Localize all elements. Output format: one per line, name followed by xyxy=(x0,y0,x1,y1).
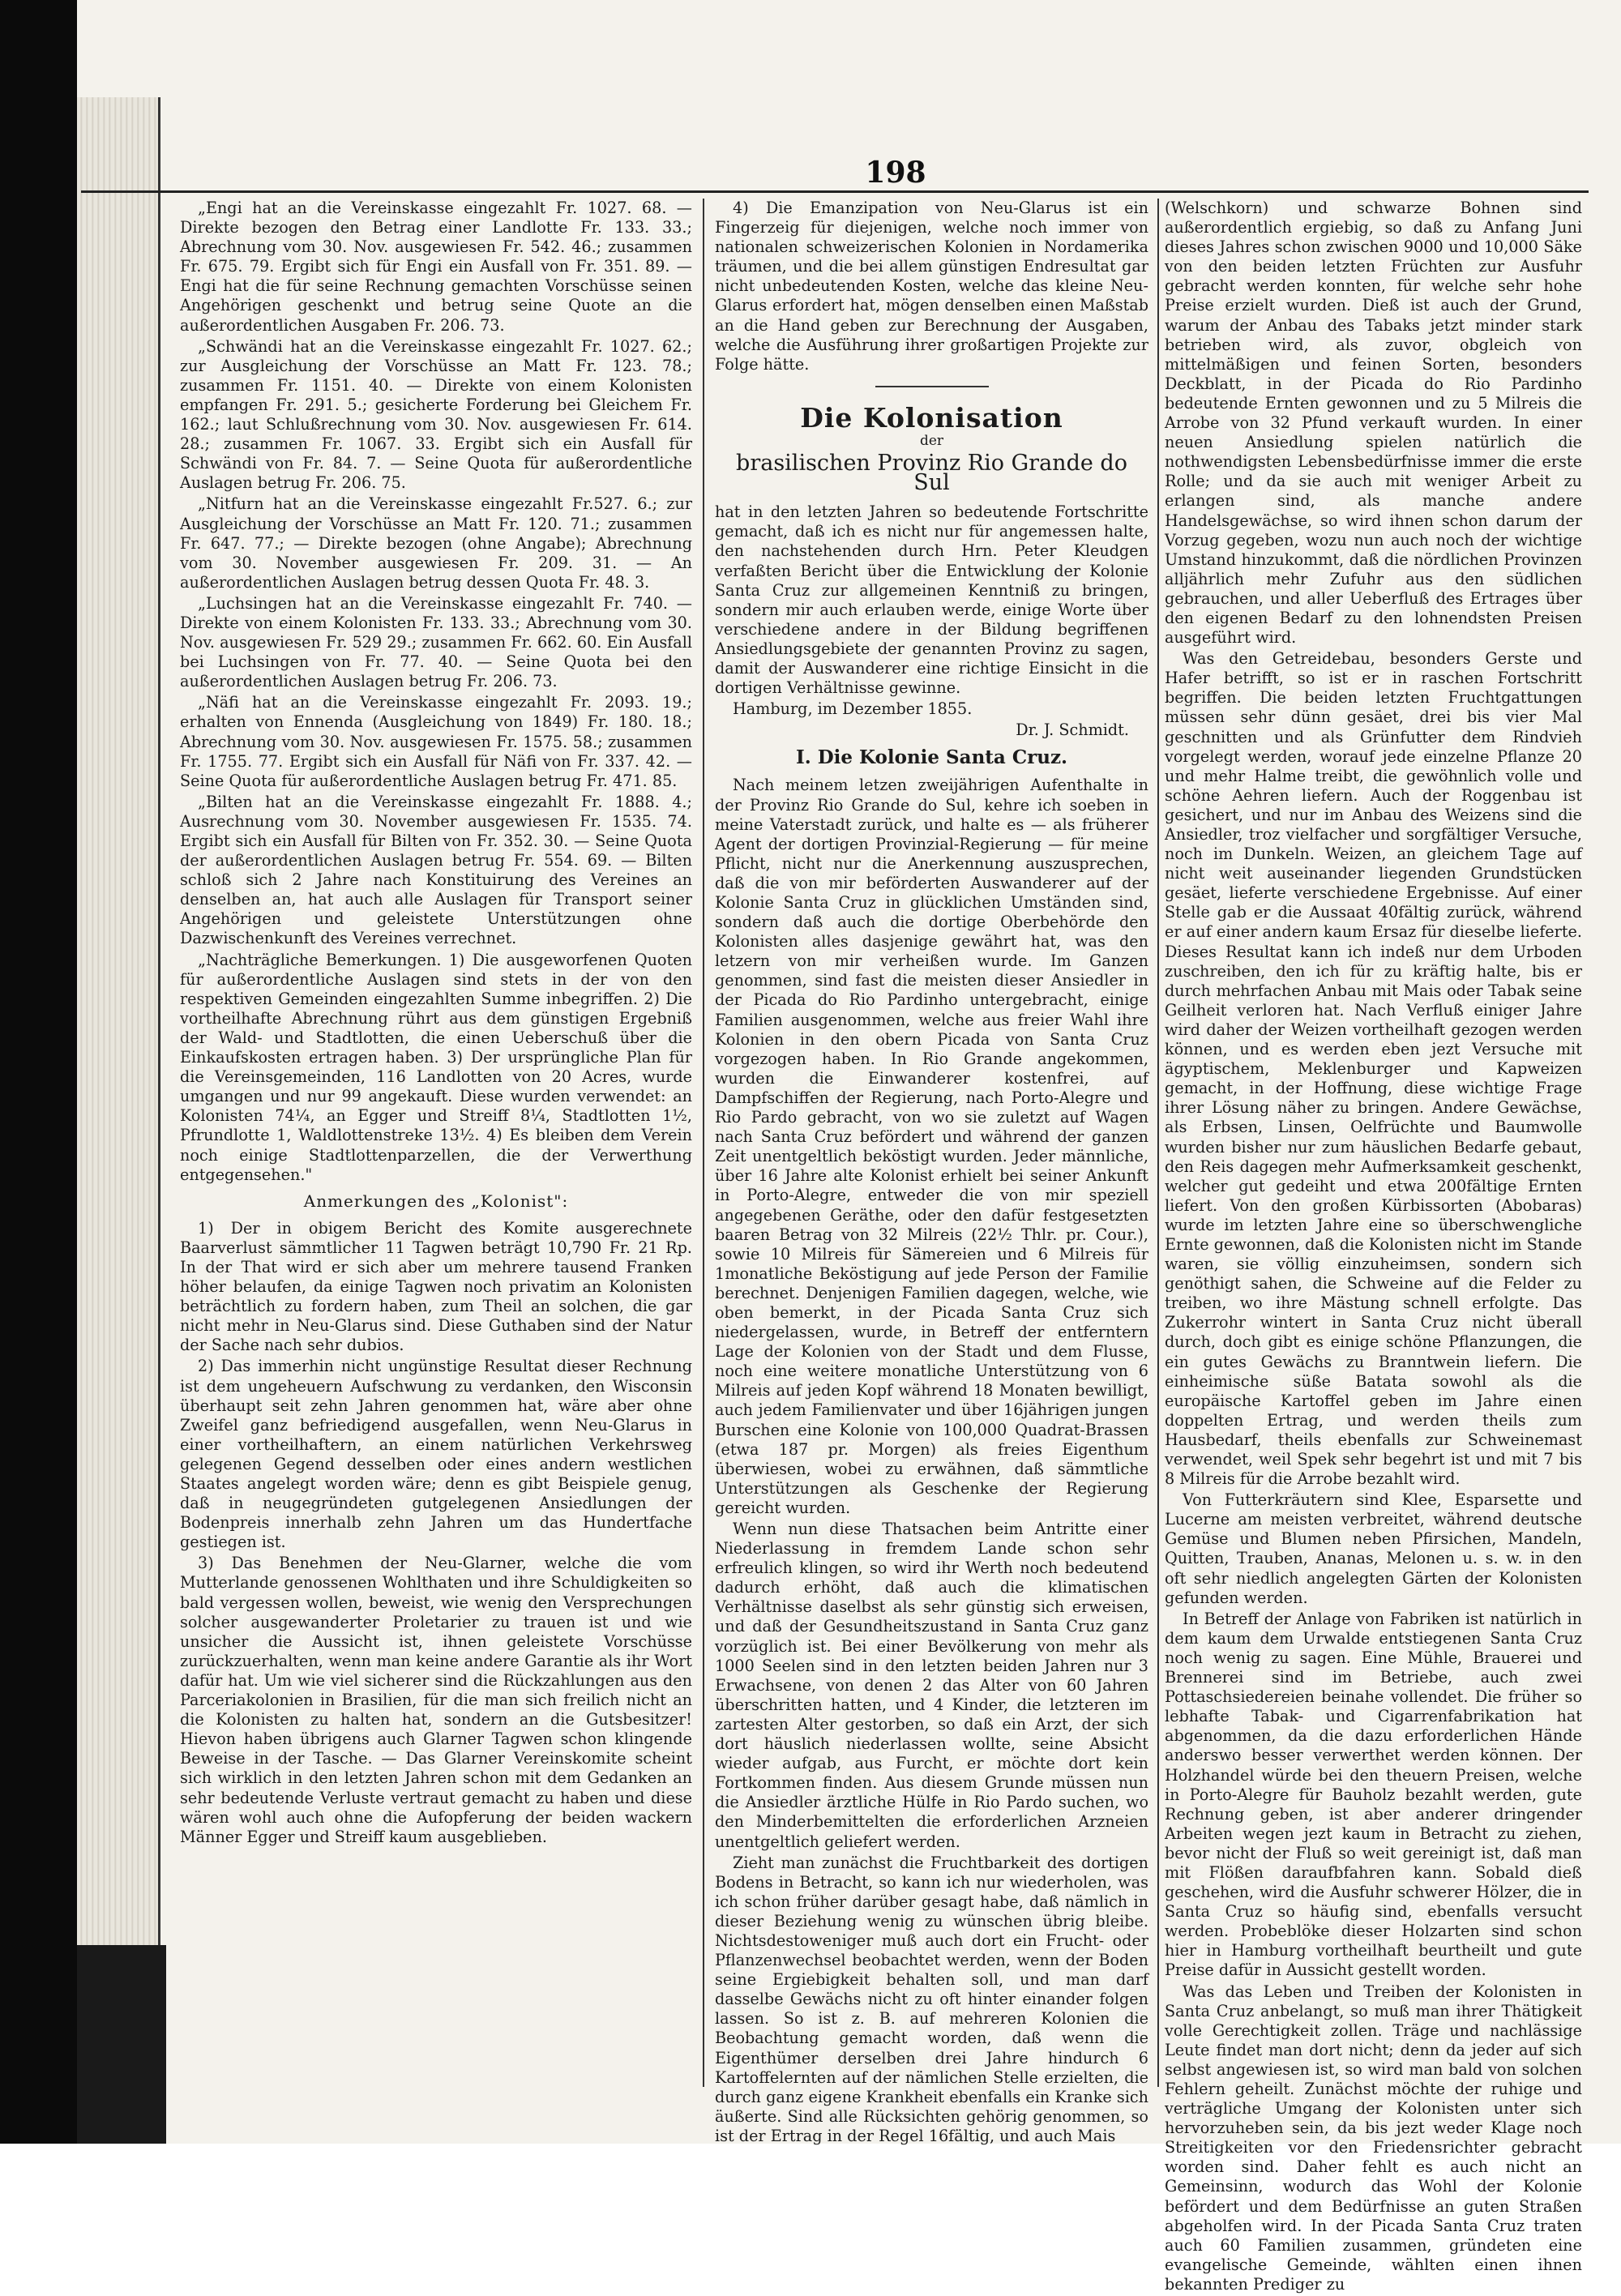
column-3 xyxy=(1165,199,1582,2296)
paragraph-leben: Was das Leben und Treiben der Kolonisten in Santa Cruz anbelangt, so muß man ihrer Thätigkeit volle Gerechtigkeit zollen. Träge und nachlässige Leute findet man dort nicht; denn da jeder auf sich selbst angewiesen ist, so wird man bald von solchen Fehlern geheilt. Zunächst möchte der ruhige und verträgliche Umgang der Kolonisten unter sich hervorzuheben sein, da bis jezt weder Klage noch Streitigkeiten vor den Friedensrichter gebracht worden sind. Daher fehlt es auch nicht an Gemeinsinn, wodurch das Wohl der Kolonie befördert und dem Bedürfnisse an guten Straßen abgeholfen wird. In der Picada Santa Cruz traten auch 60 Familien zusammen, gründeten eine evangelische Gemeinde, wählten einen ihnen bekannten Prediger zu xyxy=(1165,1982,1582,2294)
note-2: 2) Das immerhin nicht ungünstige Resultat dieser Rechnung ist dem ungeheuern Aufschwung zu verdanken, den Wisconsin überhaupt seit zehn Jahren genommen hat, wäre aber ohne Zweifel ganz befriedigend ausgefallen, wenn Neu-Glarus in einer vortheilhaftern, an einem natürlichen Verkehrsweg gelegenen Gegend desselben oder eines andern westlichen Staates angelegt worden wäre; denn es gibt Beispiele genug, daß in neugegründeten gutgelegenen Ansiedlungen der Bodenpreis innerhalb zehn Jahren um das Hundertfache gestiegen ist. xyxy=(180,1357,692,1552)
paragraph-santa-cruz-3: Zieht man zunächst die Fruchtbarkeit des dortigen Bodens in Betracht, so kann ich nur wiederholen, was ich schon früher darüber gesagt habe, daß nämlich in dieser Beziehung wenig zu wünschen übrig bleibe. Nichtsdestoweniger muß auch dort ein Frucht- oder Pflanzenwechsel beobachtet werden, wenn der Boden seine Ergiebigkeit behalten soll, und man darf dasselbe Gewächs nicht zu oft hinter einander folgen lassen. So ist z. B. auf mehreren Kolonien die Beobachtung gemacht worden, daß wenn die Eigenthümer derselben drei Jahre hindurch 6 Kartoffelernten auf der nämlichen Stelle erzielten, die durch ganz eigene Krankheit ebenfalls ein Kranke sich äußerte. Sind alle Rücksichten gehörig genommen, so ist der Ertrag in der Regel 16fältig, und auch Mais xyxy=(715,1853,1148,2145)
scan-black-margin xyxy=(0,0,77,2144)
section-heading: I. Die Kolonie Santa Cruz. xyxy=(795,746,1068,769)
paragraph-schwaendi: „Schwändi hat an die Vereinskasse eingezahlt Fr. 1027. 62.; zur Ausgleichung der Vorschüsse an Matt Fr. 123. 78.; zusammen Fr. 1151. 40. — Direkte von einem Kolonisten empfangen Fr. 291. 5.; gesicherte Forderung bei Gleichem Fr. 162.; laut Schlußrechnung vom 30. Nov. ausgewiesen Fr. 614. 28.; zusammen Fr. 1067. 33. Ergibt sich ein Ausfall für Schwändi von Fr. 84. 7. — Seine Quota für außerordentliche Auslagen betrug Fr. 206. 75. xyxy=(180,336,692,493)
paragraph-nachtraegliche: „Nachträgliche Bemerkungen. 1) Die ausgeworfenen Quoten für außerordentliche Auslagen sind stets in der von den respektiven Gemeinden eingezahlten Summe inbegriffen. 2) Die vortheilhafte Abrechnung rührt aus dem günstigen Ergebniß der Wald- und Stadtlotten, die einen Ueberschuß über die Einkaufskosten ertragen haben. 3) Der ursprüngliche Plan für die Vereinsgemeinden, 116 Landlotten von 20 Acres, wurde umgangen und nur 99 angekauft. Diese wurden verwendet: an Kolonisten 74¼, an Egger und Streiff 8¼, Stadtlotten 1½, Pfrundlotte 1, Waldlottenstreke 13½. 4) Es bleiben dem Verein noch einige Stadtlottenparzellen, die der Verwerthung entgegensehen." xyxy=(180,950,692,1184)
paragraph-welschkorn: (Welschkorn) und schwarze Bohnen sind außerordentlich ergiebig, so daß zu Anfang Juni dieses Jahres schon zwischen 9000 und 10,000 Säke von den beiden letzten Früchten zur Ausfuhr gebracht werden konnten, für welche sehr hohe Preise erzielt wurden. Dieß ist auch der Grund, warum der Anbau des Tabaks jetzt minder stark betrieben wird, als zuvor, obgleich von mittelmäßigen und feinen Sorten, besonders Deckblatt, in der Picada do Rio Pardinho bedeutende Ernten gewonnen und zu 5 Milreis die Arrobe von 32 Pfund verkauft wurden. In einer neuen Ansiedlung spielen natürlich die nothwendigsten Lebensbedürfnisse immer die erste Rolle; und da sie auch mit weniger Arbeit zu erlangen sind, als manche andere Handelsgewächse, so wird ihnen schon darum der Vorzug gegeben, wozu nun auch noch der wichtige Umstand hinzukommt, daß die nördlichen Provinzen alljährlich mehr Zufuhr aus den südlichen gebrauchen, und aller Ueberfluß des Ertrages über den eigenen Bedarf zu den lohnendsten Preisen ausgeführt wird. xyxy=(1165,199,1582,648)
paragraph-luchsingen: „Luchsingen hat an die Vereinskasse eingezahlt Fr. 740. — Direkte von einem Kolonisten Fr. 133. 33.; Abrechnung vom 30. Nov. ausgewiesen Fr. 529 29.; zusammen Fr. 662. 60. Ein Ausfall bei Luchsingen von Fr. 77. 40. — Seine Quota bei den außerordentlichen Auslagen betrug Fr. 206. 73. xyxy=(180,593,692,691)
note-3: 3) Das Benehmen der Neu-Glarner, welche die vom Mutterlande genossenen Wohlthaten und ihre Schuldigkeiten so bald vergessen wollen, beweist, wie wenig den Versprechungen solcher ausgewanderter Proletarier zu trauen ist und wie unsicher die Aussicht ist, ihnen geleistete Vorschüsse zurückzuerhalten, wenn man keine andere Garantie als ihr Wort dafür hat. Um wie viel sicherer sind die Rückzahlungen aus den Parceriakolonien in Brasilien, für die man sich freilich nicht an die Kolonisten zu halten hat, sondern an die Gutsbesitzer! Hievon haben übrigens auch Glarner Tagwen schon klingende Beweise in der Tasche. — Das Glarner Vereinskomite scheint sich wirklich in den letzten Jahren schon mit dem Gedanken an sehr bedeutende Verluste vertraut gemacht zu haben und diese wären wohl auch ohne die Aufopferung der beiden wackern Männer Egger und Streiff kaum ausgeblieben. xyxy=(180,1554,692,1846)
paragraph-getreidebau: Was den Getreidebau, besonders Gerste und Hafer betrifft, so ist er in raschen Fortschritt begriffen. Die beiden letzten Fruchtgattungen müssen sehr dünn gesäet, drei bis vier Mal geschnitten und als Grünfutter dem Rindvieh vorgelegt werden, worauf jede einzelne Pflanze 20 und mehr Halme treibt, die gewöhnlich volle und schöne Aehren liefern. Auch der Roggenbau ist gesichert, und nur im Anbau des Weizens sind die Ansiedler, troz vielfacher und sorgfältiger Versuche, noch im Dunkeln. Weizen, an gleichem Tage auf nicht weit auseinander liegenden Grundstücken gesäet, lieferte verschiedene Ergebnisse. Auf einer Stelle gab er die Aussaat 40fältig zurück, während er auf einer andern kaum Ersaz für dieselbe lieferte. Dieses Resultat kann ich indeß nur dem Urboden zuschreiben, den ich für zu kräftig halte, bis er durch mehrfachen Anbau mit Mais oder Tabak seine Geilheit verloren hat. Nach Verfluß einiger Jahre wird daher der Weizen vortheilhaft gezogen werden können, und es werden eben jezt Versuche mit ägyptischem, Meklenburger und Kapweizen gemacht, in der Hoffnung, diese wichtige Frage ihrer Lösung näher zu bringen. Andere Gewächse, als Erbsen, Linsen, Oelfrüchte und Baumwolle wurden bisher nur zum häuslichen Bedarfe gebaut, den Reis dagegen mehr Aufmerksamkeit geschenkt, welcher gut gedeiht und etwa 200fältige Ernten liefert. Von den großen Kürbissorten (Abobaras) wurde im letzten Jahre eine so überschwengliche Ernte gewonnen, daß die Kolonisten nicht im Stande waren, sie völlig einzuheimsen, sondern sich genöthigt sahen, die Schweine auf die Felder zu treiben, wo ihre Mästung schnell erfolgte. Das Zukerrohr wintert in Santa Cruz nicht überall durch, doch gibt es einige schöne Pflanzungen, die ein gutes Gewächs zu Branntwein liefern. Die einheimische süße Batata sowohl als die europäische Kartoffel geben im Jahre einen doppelten Ertrag, und werden theils zum Hausbedarf, theils ebenfalls zur Schweinemast verwendet, weil Spek sehr begehrt ist und mit 7 bis 8 Milreis für die Arrobe bezahlt wird. xyxy=(1165,649,1582,1489)
paragraph-engi: „Engi hat an die Vereinskasse eingezahlt Fr. 1027. 68. — Direkte bezogen den Betrag einer Landlotte Fr. 133. 33.; Abrechnung vom 30. Nov. ausgewiesen Fr. 542. 46.; zusammen Fr. 675. 79. Ergibt sich für Engi ein Ausfall von Fr. 351. 89. — Engi hat die für seine Rechnung gemachten Vorschüsse seinen Angehörigen geschenkt und betrug seine Quote an die außerordentlichen Ausgaben Fr. 206. 73. xyxy=(180,199,692,335)
note-4: 4) Die Emanzipation von Neu-Glarus ist ein Fingerzeig für diejenigen, welche noch immer von nationalen schweizerischen Kolonien in Nordamerika träumen, und die bei allem günstigen Endresultat gar nicht unbedeutenden Kosten, welche das kleine Neu-Glarus erfordert hat, mögen denselben einen Maßstab an die Hand geben zur Berechnung der Ausgaben, welche die Ausführung ihrer großartigen Projekte zur Folge hätte. xyxy=(715,199,1148,374)
paragraph-nitfurn: „Nitfurn hat an die Vereinskasse eingezahlt Fr.527. 6.; zur Ausgleichung der Vorschüsse an Matt Fr. 120. 71.; zusammen Fr. 647. 77.; — Direkte bezogen (ohne Angabe); Abrechnung vom 30. November ausgewiesen Fr. 209. 31. — An außerordentlichen Auslagen betrug dessen Quota Fr. 48. 3. xyxy=(180,494,692,592)
notes-heading: Anmerkungen des „Kolonist": xyxy=(303,1191,569,1211)
article-title-der: der xyxy=(919,432,944,449)
page-number: 198 xyxy=(865,156,926,190)
article-subtitle: brasilischen Provinz Rio Grande do Sul xyxy=(736,451,1127,496)
book-page-edges xyxy=(77,97,160,1945)
dateline: Hamburg, im Dezember 1855. xyxy=(733,699,973,719)
column-divider-1 xyxy=(703,199,704,2087)
note-1: 1) Der in obigem Bericht des Komite ausgerechnete Baarverlust sämmtlicher 11 Tagwen beträgt 10,790 Fr. 21 Rp. In der That wird er sich aber um mehrere tausend Franken höher belaufen, da einige Tagwen noch privatim an Kolonisten beträchtlich zu fordern haben, zum Theil an solchen, die gar nicht mehr in Neu-Glarus sind. Diese Guthaben sind der Natur der Sache nach sehr dubios. xyxy=(180,1218,692,1355)
header-rule xyxy=(81,190,1589,193)
paragraph-santa-cruz-1: Nach meinem letzen zweijährigen Aufenthalte in der Provinz Rio Grande do Sul, kehre ich soeben in meine Vaterstadt zurück, und halte es — als früherer Agent der dortigen Provinzial-Regierung — für meine Pflicht, nicht nur die Anerkennung auszusprechen, daß die von mir beförderten Auswanderer auf der Kolonie Santa Cruz in glücklichen Umständen sind, sondern daß auch die dortige Oberbehörde den Kolonisten alles dasjenige gewährt hat, was den letzern von mir verheißen wurde. Im Ganzen genommen, sind fast die meisten dieser Ansiedler in der Picada do Rio Pardinho untergebracht, einige Familien ausgenommen, welche aus freier Wahl ihre Kolonien in den obern Picada von Santa Cruz vorgezogen haben. In Rio Grande angekommen, wurden die Einwanderer kostenfrei, auf Dampfschiffen der Regierung, nach Porto-Alegre und Rio Pardo gebracht, von wo sie zuletzt auf Wagen nach Santa Cruz befördert und während der ganzen Zeit unentgeltlich beköstigt wurden. Jeder männliche, über 16 Jahre alte Kolonist erhielt bei seiner Ankunft in Porto-Alegre, entweder die von mir speziell angegebenen Geräthe, oder den dafür festgesetzten baaren Betrag von 32 Milreis (22½ Thlr. pr. Cour.), sowie 10 Milreis für Sämereien und 6 Milreis für 1monatliche Beköstigung auf jede Person der Familie berechnet. Denjenigen Familien dagegen, welche, wie oben bemerkt, in der Picada Santa Cruz sich niedergelassen, wurde, in Betreff der entferntern Lage der Kolonien von der Stadt und dem Flusse, noch eine weitere monatliche Unterstützung von 6 Milreis auf jeden Kopf während 18 Monaten bewilligt, auch jedem Familienvater und über 16jährigen jungen Burschen eine Kolonie von 100,000 Quadrat-Brassen (etwa 187 pr. Morgen) als freies Eigenthum überwiesen, wobei zu erwähnen, daß sämmtliche Unterstützungen als Geschenke der Regierung gereicht wurden. xyxy=(715,776,1148,1517)
article-title: Die Kolonisation xyxy=(800,401,1063,434)
author-signature: Dr. J. Schmidt. xyxy=(1016,720,1129,740)
article-intro: hat in den letzten Jahren so bedeutende Fortschritte gemacht, daß ich es nicht nur für angemessen halte, den nachstehenden durch Hrn. Peter Kleudgen verfaßten Bericht über die Entwicklung der Kolonie Santa Cruz zur allgemeinen Kenntniß zu bringen, sondern mir auch erlauben werde, einige Worte über verschiedene andere in der Bildung begriffenen Ansiedlungsgebiete der genannten Provinz zu sagen, damit der Auswanderer eine richtige Einsicht in die dortigen Verhältnisse gewinne. xyxy=(715,502,1148,698)
paragraph-santa-cruz-2: Wenn nun diese Thatsachen beim Antritte einer Niederlassung in fremdem Lande schon sehr erfreulich klingen, so wird ihr Werth noch bedeutend dadurch erhöht, daß auch die klimatischen Verhältnisse daselbst als sehr günstig sich erweisen, und daß der Gesundheitszustand in Santa Cruz ganz vorzüglich ist. Bei einer Bevölkerung von mehr als 1000 Seelen sind in den letzten beiden Jahren nur 3 Erwachsene, von denen 2 das Alter von 60 Jahren überschritten hatten, und 4 Kinder, die letzteren im zartesten Alter gestorben, so daß ein Arzt, der sich dort häuslich niederlassen wollte, seine Absicht wieder aufgab, aus Furcht, er möchte dort kein Fortkommen finden. Aus diesem Grunde müssen nun die Ansiedler ärztliche Hülfe in Rio Pardo suchen, wo den Minderbemittelten die erforderlichen Arzneien unentgeltlich geliefert werden. xyxy=(715,1520,1148,1851)
column-2 xyxy=(715,199,1148,2148)
paragraph-bilten: „Bilten hat an die Vereinskasse eingezahlt Fr. 1888. 4.; Ausrechnung vom 30. November ausgewiesen Fr. 1535. 74. Ergibt sich ein Ausfall für Bilten von Fr. 352. 30. — Seine Quota der außerordentlichen Auslagen betrug Fr. 554. 69. — Bilten schloß sich 2 Jahre nach Konstituirung des Vereines an denselben an, hat auch alle Auslagen für Transport seiner Angehörigen und geleistete Unterstützungen ohne Dazwischenkunft des Vereines verrechnet. xyxy=(180,792,692,948)
book-spine-shadow xyxy=(77,1945,166,2144)
column-1 xyxy=(180,199,692,1849)
column-divider-2 xyxy=(1157,199,1159,2087)
paragraph-naefi: „Näfi hat an die Vereinskasse eingezahlt Fr. 2093. 19.; erhalten von Ennenda (Ausgleichung von 1849) Fr. 180. 18.; Abrechnung vom 30. Nov. ausgewiesen Fr. 1575. 58.; zusammen Fr. 1755. 77. Ergibt sich ein Ausfall für Näfi von Fr. 337. 42. — Seine Quota für außerordentliche Auslagen betrug Fr. 471. 85. xyxy=(180,693,692,790)
paragraph-fabriken: In Betreff der Anlage von Fabriken ist natürlich in dem kaum dem Urwalde entstiegenen Santa Cruz noch wenig zu sagen. Eine Mühle, Brauerei und Brennerei sind im Betriebe, auch zwei Pottaschsiedereien beinahe vollendet. Die früher so lebhafte Tabak- und Cigarrenfabrikation hat abgenommen, da die dazu erforderlichen Hände anderswo besser verwerthet werden können. Der Holzhandel würde bei den theuern Preisen, welche in Porto-Alegre für Bauholz bezahlt werden, gute Rechnung geben, ist aber anderer dringender Arbeiten wegen jezt kaum in Betracht zu ziehen, bevor nicht der Fluß so weit gereinigt ist, daß man mit Flößen daraufbfahren kann. Sobald dieß geschehen, wird die Ausfuhr schwerer Hölzer, die in Santa Cruz so häufig sind, ebenfalls versucht werden. Probeblöke dieser Holzarten sind schon hier in Hamburg vortheilhaft beurtheilt und gute Preise dafür in Aussicht gestellt worden. xyxy=(1165,1609,1582,1980)
paragraph-futterkraeuter: Von Futterkräutern sind Klee, Esparsette und Lucerne am meisten verbreitet, während deutsche Gemüse und Blumen neben Pfirsichen, Mandeln, Quitten, Trauben, Ananas, Melonen u. s. w. in den oft sehr niedlich angelegten Gärten der Kolonisten gefunden werden. xyxy=(1165,1490,1582,1607)
separator-rule xyxy=(875,386,989,387)
